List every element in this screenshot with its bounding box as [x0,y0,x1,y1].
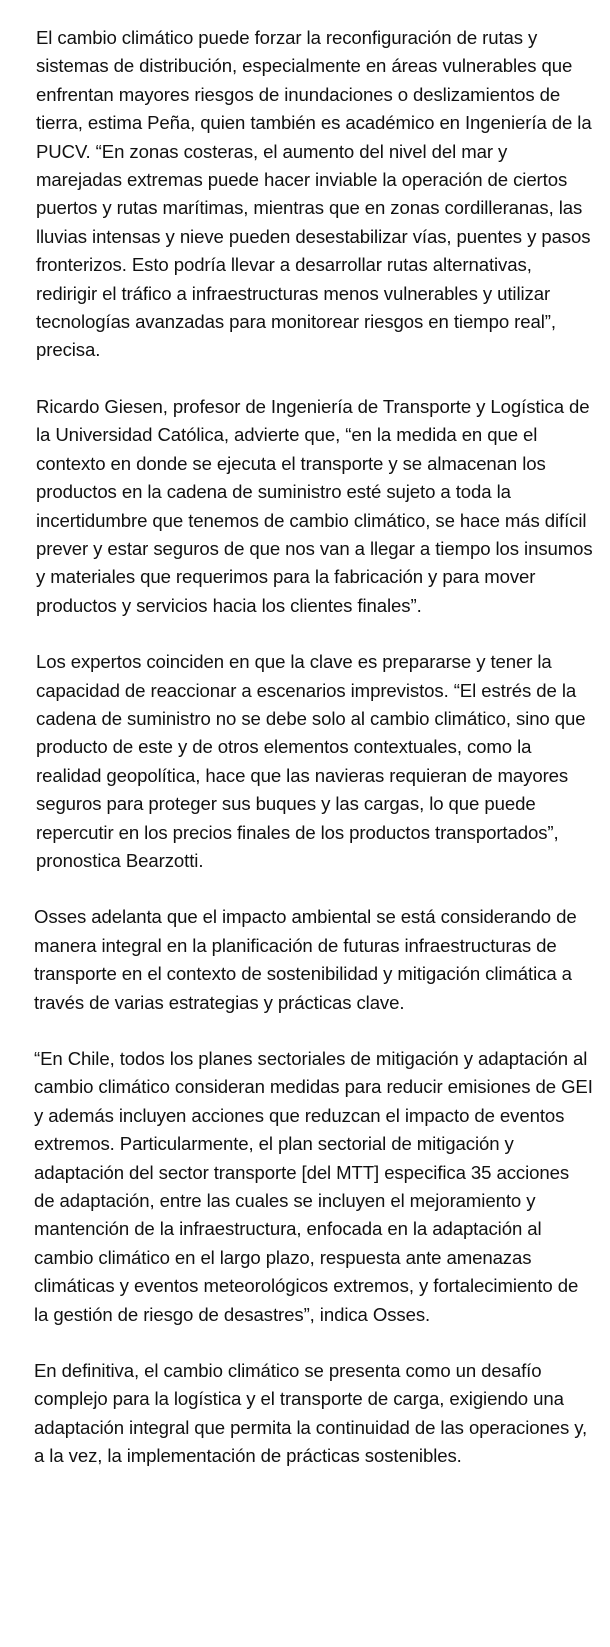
paragraph-osses-quote: “En Chile, todos los planes sectoriales de mitigación y adaptación al cambio climático consideran medidas para reducir emisiones de GEI y además incluyen acciones que reduzcan el impacto de eventos extremos. Particularmente, el plan sectorial de mitigación y adaptación del sector transporte [del MTT] especifica 35 acciones de adaptación, entre las cuales se incluyen el mejoramiento y mantención de la infraestructura, enfocada en la adaptación al cambio climático en el largo plazo, respuesta ante amenazas climáticas y eventos meteorológicos extremos, y fortalecimiento de la gestión de riesgo de desastres”, indica Osses. [34,1048,593,1325]
paragraph-pena-routes: El cambio climático puede forzar la reconfiguración de rutas y sistemas de distribución, especialmente en áreas vulnerables que enfrentan mayores riesgos de inundaciones o deslizamientos de tierra, estima Peña, quien también es académico en Ingeniería de la PUCV. “En zonas costeras, el aumento del nivel del mar y marejadas extremas puede hacer inviable la operación de ciertos puertos y rutas marítimas, mientras que en zonas cordilleranas, las lluvias intensas y nieve pueden desestabilizar vías, puentes y pasos fronterizos. Esto podría llevar a desarrollar rutas alternativas, redirigir el tráfico a infraestructuras menos vulnerables y utilizar tecnologías avanzadas para monitorear riesgos en tiempo real”, precisa. [36,27,592,361]
paragraph-osses-planning: Osses adelanta que el impacto ambiental se está considerando de manera integral en la planificación de futuras infraestructuras de transporte en el contexto de sostenibilidad y mitigación climática a través de varias estrategias y prácticas clave. [34,906,577,1013]
paragraph-giesen-quote: Ricardo Giesen, profesor de Ingeniería de Transporte y Logística de la Universidad Católica, advierte que, “en la medida en que el contexto en donde se ejecuta el transporte y se almacenan los productos en la cadena de suministro esté sujeto a toda la incertidumbre que tenemos de cambio climático, se hace más difícil prever y estar seguros de que nos van a llegar a tiempo los insumos y materiales que requerimos para la fabricación y para mover productos y servicios hacia los clientes finales”. [36,395,593,616]
paragraph-bearzotti-quote: Los expertos coinciden en que la clave es prepararse y tener la capacidad de reaccionar a escenarios imprevistos. “El estrés de la cadena de suministro no se debe solo al cambio climático, sino que producto de este y de otros elementos contextuales, como la realidad geopolítica, hace que las navieras requieran de mayores seguros para proteger sus buques y las cargas, lo que puede repercutir en los precios finales de los productos transportados”, pronostica Bearzotti. [36,651,586,871]
paragraph-conclusion: En definitiva, el cambio climático se presenta como un desafío complejo para la logística y el transporte de carga, exigiendo una adaptación integral que permita la continuidad de las operaciones y, a la vez, la implementación de prácticas sostenibles. [34,1360,588,1467]
